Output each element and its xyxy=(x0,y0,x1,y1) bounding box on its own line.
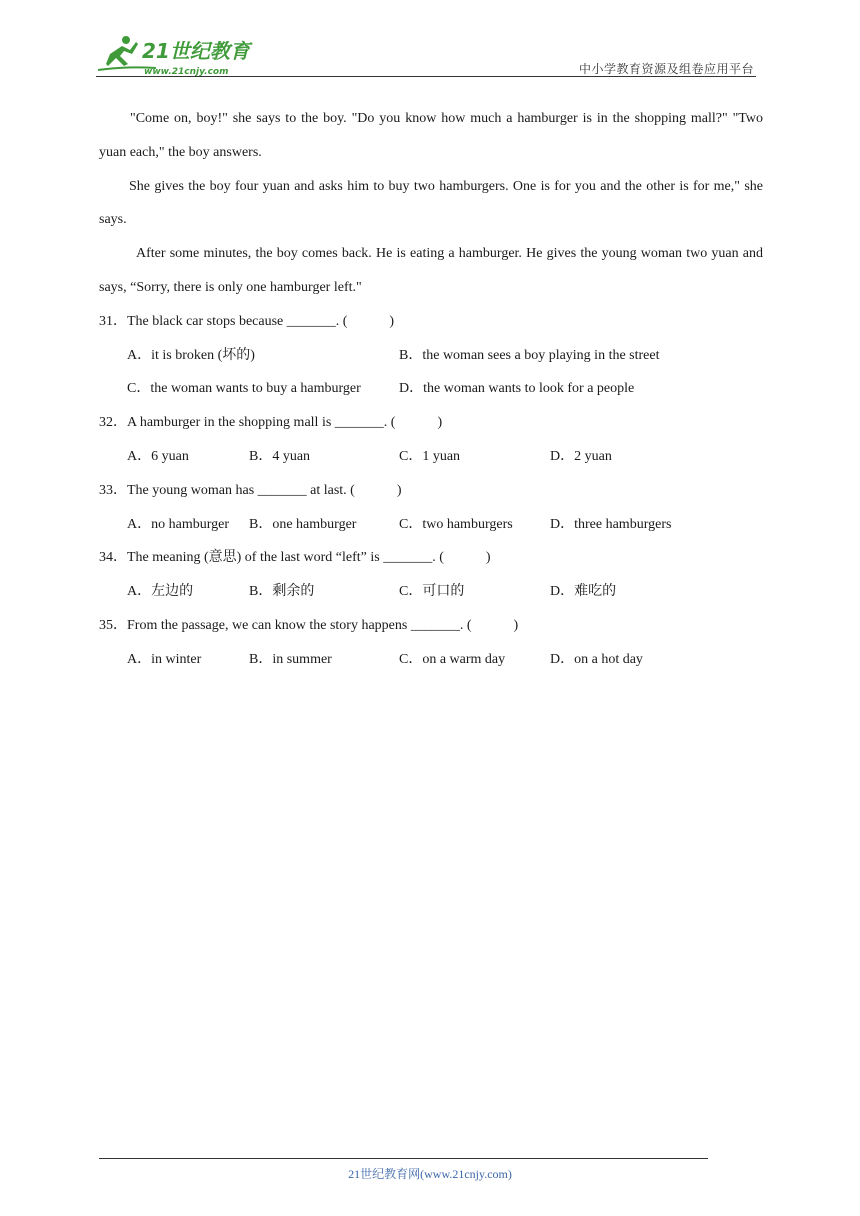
header-rule xyxy=(96,76,756,77)
option-a: A．it is broken (坏的) xyxy=(127,347,255,363)
option-b: B．in summer xyxy=(249,651,332,667)
question-34-options xyxy=(99,575,763,609)
question-34-stem: 34．The meaning (意思) of the last word “left” is _______. ( ) xyxy=(99,550,491,566)
option-a: A．6 yuan xyxy=(127,448,189,464)
option-d: D．难吃的 xyxy=(550,584,617,600)
option-d: D．the woman wants to look for a people xyxy=(399,381,635,397)
question-32-options xyxy=(99,440,763,474)
option-c: C．可口的 xyxy=(399,584,465,600)
footer-site-link[interactable]: 21世纪教育网(www.21cnjy.com) xyxy=(348,1167,512,1181)
question-32-stem: 32．A hamburger in the shopping mall is _______. ( ) xyxy=(99,415,443,431)
option-d: D．2 yuan xyxy=(550,448,612,464)
page-header xyxy=(96,30,756,78)
svg-text:21世纪教育: 21世纪教育 xyxy=(142,39,250,63)
option-d: D．on a hot day xyxy=(550,651,643,667)
document-body xyxy=(99,102,763,677)
question-35-options xyxy=(99,643,763,677)
option-b: B．the woman sees a boy playing in the street xyxy=(399,347,660,363)
option-c: C．on a warm day xyxy=(399,651,506,667)
footer-rule xyxy=(99,1158,708,1159)
header-platform-text: 中小学教育资源及组卷应用平台 xyxy=(578,62,754,76)
option-d: D．three hamburgers xyxy=(550,516,672,532)
question-33-stem: 33．The young woman has _______ at last. ( ) xyxy=(99,482,402,498)
option-c: C．the woman wants to buy a hamburger xyxy=(127,381,361,397)
option-b: B．4 yuan xyxy=(249,448,311,464)
option-b: B．one hamburger xyxy=(249,516,357,532)
option-a: A．左边的 xyxy=(127,584,194,600)
svg-text:www.21cnjy.com: www.21cnjy.com xyxy=(144,67,229,76)
passage-paragraph: "Come on, boy!" she says to the boy. "Do you know how much a hamburger is in the shopping mall?" "Two yuan each," the boy answers. xyxy=(99,111,763,160)
question-35-stem: 35．From the passage, we can know the story happens _______. ( ) xyxy=(99,617,519,633)
option-b: B．剩余的 xyxy=(249,584,315,600)
option-a: A．no hamburger xyxy=(127,516,229,532)
option-c: C．1 yuan xyxy=(399,448,461,464)
passage-paragraph: She gives the boy four yuan and asks him to buy two hamburgers. One is for you and the other is for me," she says. xyxy=(99,178,763,228)
option-c: C．two hamburgers xyxy=(399,516,513,532)
question-31-options xyxy=(99,372,763,406)
option-a: A．in winter xyxy=(127,651,202,667)
logo-21cnjy xyxy=(96,34,266,76)
question-31-options xyxy=(99,339,763,373)
question-33-options xyxy=(99,508,763,542)
passage-paragraph: After some minutes, the boy comes back. He is eating a hamburger. He gives the young woman two yuan and says, “Sorry, there is only one hamburger left." xyxy=(99,246,763,295)
question-31-stem: 31．The black car stops because _______. ( ) xyxy=(99,313,395,329)
